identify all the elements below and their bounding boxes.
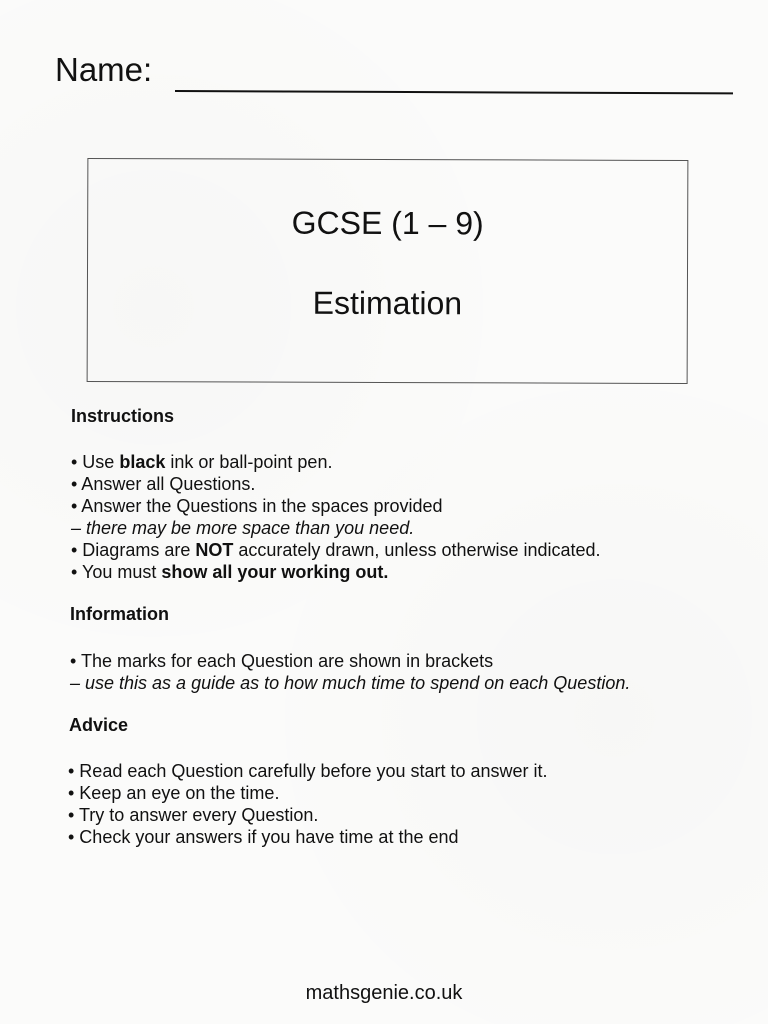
instruction-item-working [71, 561, 601, 583]
name-label: Name: [55, 51, 153, 88]
instruction-working-prefix: • You must [71, 562, 162, 582]
information-item-marks-note: – use this as a guide as to how much time to spend on each Question. [70, 673, 631, 693]
advice-item: • Keep an eye on the time. [68, 783, 280, 803]
advice-item: • Read each Question carefully before you start to answer it. [68, 761, 548, 781]
title-box [87, 158, 689, 384]
instruction-item-pen [71, 451, 601, 473]
footer-site: mathsgenie.co.uk [305, 982, 463, 1004]
information-item-marks: • The marks for each Question are shown in brackets [70, 651, 494, 671]
instructions-list [71, 451, 601, 583]
name-row [55, 50, 735, 100]
instruction-pen-bold: black [119, 452, 166, 472]
course-title: GCSE (1 – 9) [291, 204, 484, 242]
instruction-diagrams-suffix: accurately drawn, unless otherwise indicated. [233, 540, 601, 560]
advice-list [68, 760, 548, 848]
advice-item: • Check your answers if you have time at the end [68, 827, 459, 847]
instruction-item-spaces-note: – there may be more space than you need. [71, 518, 415, 538]
instruction-item-answer-all: • Answer all Questions. [71, 474, 256, 494]
information-heading: Information [70, 604, 169, 624]
instruction-pen-suffix: ink or ball-point pen. [165, 452, 333, 472]
instruction-diagrams-bold: NOT [195, 540, 234, 560]
information-list [70, 650, 630, 694]
instruction-pen-prefix: • Use [71, 452, 120, 472]
instruction-item-spaces: • Answer the Questions in the spaces provided [71, 496, 443, 516]
instructions-heading: Instructions [71, 406, 175, 426]
instruction-item-diagrams [71, 539, 601, 561]
instruction-working-bold: show all your working out. [161, 562, 389, 582]
topic-title: Estimation [312, 284, 463, 322]
advice-item: • Try to answer every Question. [68, 805, 319, 825]
instruction-diagrams-prefix: • Diagrams are [71, 540, 196, 560]
name-write-line [175, 90, 733, 94]
advice-heading: Advice [69, 715, 129, 735]
